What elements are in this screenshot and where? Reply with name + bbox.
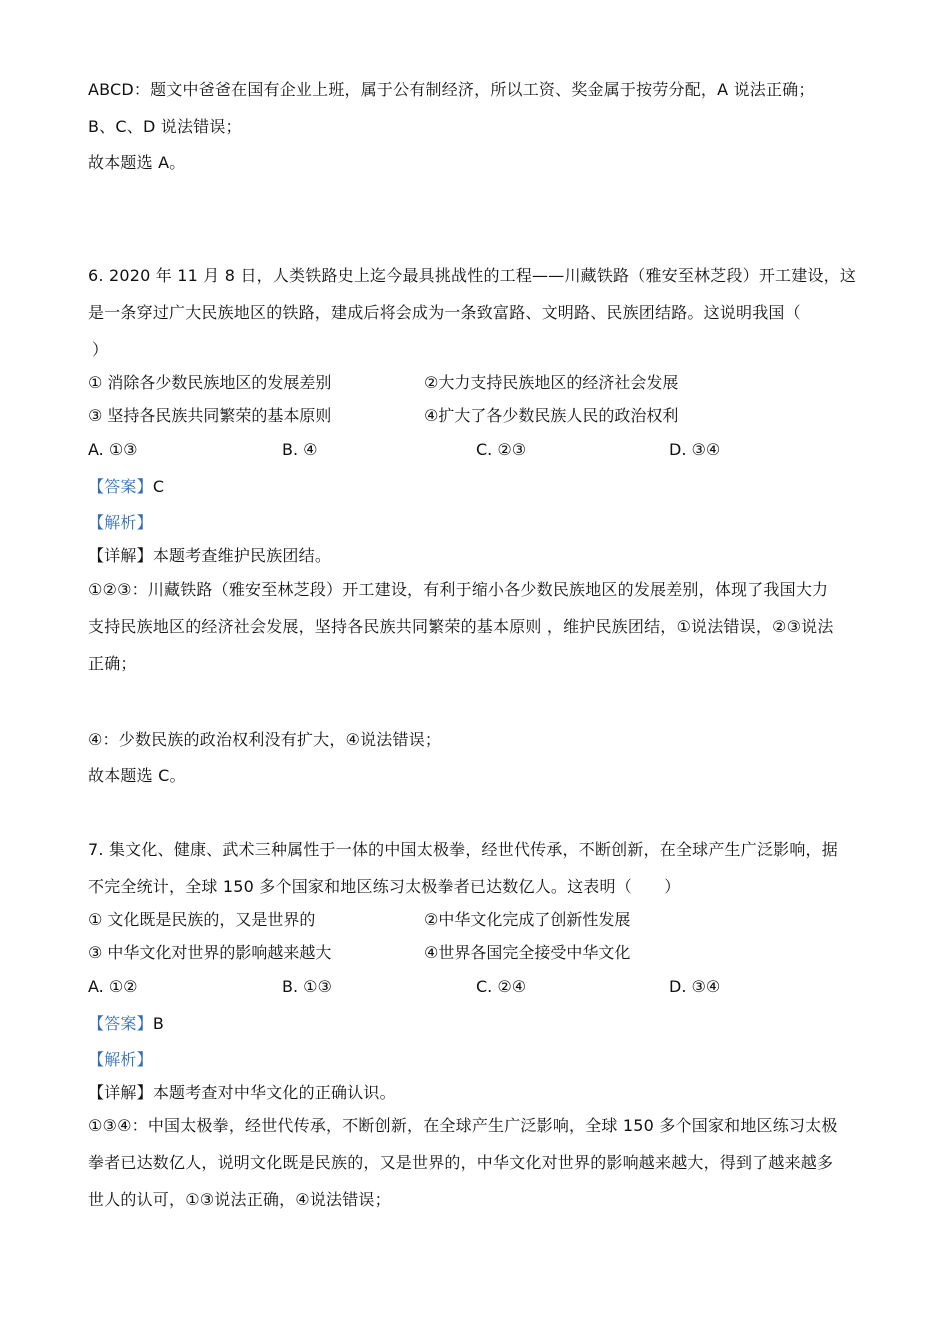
prev-analysis-line-2: B、C、D 说法错误；: [88, 117, 242, 136]
q7-answer-value: B: [152, 1014, 164, 1033]
q6-statement-4: ④扩大了各少数民族人民的政治权利: [424, 406, 679, 425]
prev-analysis-conclusion: 故本题选 A。: [88, 153, 186, 172]
q6-detail-intro: 本题考查维护民族团结。: [152, 546, 332, 565]
q7-statement-3: ③ 中华文化对世界的影响越来越大: [88, 943, 332, 962]
q6-detail-line-2: 支持民族地区的经济社会发展，坚持各民族共同繁荣的基本原则 ，维护民族团结，①说法错误，②③说法: [88, 617, 834, 636]
q6-statement-3: ③ 坚持各民族共同繁荣的基本原则: [88, 406, 332, 425]
q6-option-d: D. ③④: [669, 440, 721, 459]
q6-option-b: B. ④: [282, 440, 318, 459]
q6-statement-2: ②大力支持民族地区的经济社会发展: [424, 373, 679, 392]
q6-detail-line-1: ①②③：川藏铁路（雅安至林芝段）开工建设，有利于缩小各少数民族地区的发展差别，体现了我国大力: [88, 580, 829, 599]
q7-stem-line-1: 7. 集文化、健康、武术三种属性于一体的中国太极拳，经世代传承，不断创新，在全球产生广泛影响，据: [88, 840, 838, 859]
q6-detail-line-3: 正确；: [88, 654, 137, 673]
q6-statement-1: ① 消除各少数民族地区的发展差别: [88, 373, 332, 392]
q7-option-c: C. ②④: [476, 977, 527, 996]
q7-detail-line-1: ①③④：中国太极拳，经世代传承，不断创新，在全球产生广泛影响，全球 150 多个国家和地区练习太极: [88, 1116, 838, 1135]
q7-detail-intro: 本题考查对中华文化的正确认识。: [152, 1083, 396, 1102]
q7-analysis-tag: 【解析】: [88, 1050, 153, 1069]
q6-answer-value: C: [152, 477, 165, 496]
q6-conclusion: 故本题选 C。: [88, 766, 186, 785]
q6-stem-line-1: 6. 2020 年 11 月 8 日，人类铁路史上迄今最具挑战性的工程——川藏铁路（雅安至林芝段）开工建设，这: [88, 266, 857, 285]
q6-analysis-tag: 【解析】: [88, 513, 153, 532]
q7-detail-line-2: 拳者已达数亿人，说明文化既是民族的，又是世界的，中华文化对世界的影响越来越大，得到了越来越多: [88, 1153, 834, 1172]
q6-option-c: C. ②③: [476, 440, 527, 459]
q6-detail-line-4: ④：少数民族的政治权利没有扩大，④说法错误；: [88, 730, 442, 749]
q7-statement-4: ④世界各国完全接受中华文化: [424, 943, 631, 962]
q7-option-b: B. ①③: [282, 977, 332, 996]
q7-answer-tag: 【答案】: [88, 1014, 153, 1033]
prev-analysis-line-1: ABCD：题文中爸爸在国有企业上班，属于公有制经济，所以工资、奖金属于按劳分配，A 说法正确；: [88, 80, 815, 99]
q6-stem-line-3: ）: [92, 340, 109, 359]
q7-option-d: D. ③④: [669, 977, 721, 996]
q6-option-a: A. ①③: [88, 440, 138, 459]
q7-detail-tag: 【详解】: [88, 1083, 153, 1102]
q7-statement-2: ②中华文化完成了创新性发展: [424, 910, 631, 929]
q6-stem-line-2: 是一条穿过广大民族地区的铁路，建成后将会成为一条致富路、文明路、民族团结路。这说明我国（: [88, 303, 801, 322]
q7-detail-line-3: 世人的认可，①③说法正确，④说法错误；: [88, 1190, 391, 1209]
q7-statement-1: ① 文化既是民族的，又是世界的: [88, 910, 316, 929]
q7-stem-line-2: 不完全统计，全球 150 多个国家和地区练习太极拳者已达数亿人。这表明（ ）: [88, 877, 681, 896]
q6-detail-intro-row: [88, 546, 868, 566]
q7-option-a: A. ①②: [88, 977, 138, 996]
q6-answer-row: [88, 477, 868, 497]
q7-answer-row: [88, 1014, 868, 1034]
q6-answer-tag: 【答案】: [88, 477, 153, 496]
q6-detail-tag: 【详解】: [88, 546, 153, 565]
q7-detail-intro-row: [88, 1083, 868, 1103]
